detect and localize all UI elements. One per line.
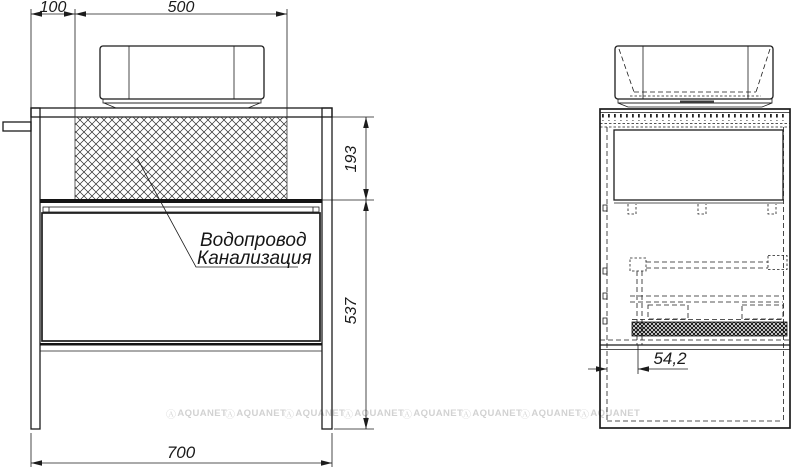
watermark-text: AQUANET <box>531 408 582 419</box>
dim-label-upper-height: 193 <box>343 145 360 173</box>
bottom-dimension-lines <box>31 433 332 467</box>
side-carcass-outline <box>600 109 790 428</box>
dim-label-lower-height: 537 <box>343 297 360 325</box>
aquanet-logo-icon: Ⓐ <box>520 410 531 421</box>
dim-label-sink-width: 500 <box>167 0 195 16</box>
side-view <box>588 46 790 428</box>
aquanet-logo-icon: Ⓐ <box>579 410 590 421</box>
watermark-text: AQUANET <box>177 408 228 419</box>
watermark-text: AQUANET <box>236 408 287 419</box>
drain-mark <box>680 101 714 104</box>
aquanet-logo-icon: Ⓐ <box>225 410 236 421</box>
top-fastener-band <box>602 114 788 121</box>
watermark-text: AQUANET <box>590 408 641 419</box>
side-edge-fastener-marks <box>603 205 607 324</box>
watermark-text: AQUANET <box>354 408 405 419</box>
drawer-slide-hatch <box>632 322 787 336</box>
aquanet-logo-icon: Ⓐ <box>284 410 295 421</box>
countertop-shelf-line <box>40 199 322 203</box>
dim-label-offset-left: 100 <box>39 0 67 16</box>
front-view <box>3 9 374 467</box>
callout-water-supply: Водопровод <box>200 230 307 251</box>
hidden-drawer-mechanism <box>600 256 790 350</box>
watermark-text: AQUANET <box>472 408 523 419</box>
carcass-bottom-line <box>40 343 322 346</box>
watermark-text: AQUANET <box>295 408 346 419</box>
drawer-front-panel <box>42 213 320 341</box>
aquanet-logo-icon: Ⓐ <box>166 410 177 421</box>
sink-side-view <box>615 46 773 107</box>
wall-pipe-stub <box>3 122 31 131</box>
right-dimension-lines <box>322 117 374 429</box>
service-zone-hatch-area <box>75 117 287 200</box>
dim-label-drawer-offset: 54,2 <box>653 349 687 368</box>
cabinet-right-leg <box>322 108 332 429</box>
aquanet-logo-icon: Ⓐ <box>402 410 413 421</box>
cabinet-left-leg <box>31 108 40 429</box>
cabinet-side-view <box>600 109 790 428</box>
aquanet-logo-icon: Ⓐ <box>461 410 472 421</box>
panel-clips <box>628 204 776 214</box>
watermark-text: AQUANET <box>413 408 464 419</box>
dim-label-total-width: 700 <box>166 443 196 462</box>
back-panel <box>614 130 783 200</box>
drawer-top-rail <box>43 207 319 212</box>
cabinet-front-view <box>3 108 332 429</box>
aquanet-logo-icon: Ⓐ <box>343 410 354 421</box>
front-top-dimension-lines <box>31 9 287 117</box>
sink-front-view <box>100 46 264 108</box>
callout-sewerage: Канализация <box>197 248 312 269</box>
